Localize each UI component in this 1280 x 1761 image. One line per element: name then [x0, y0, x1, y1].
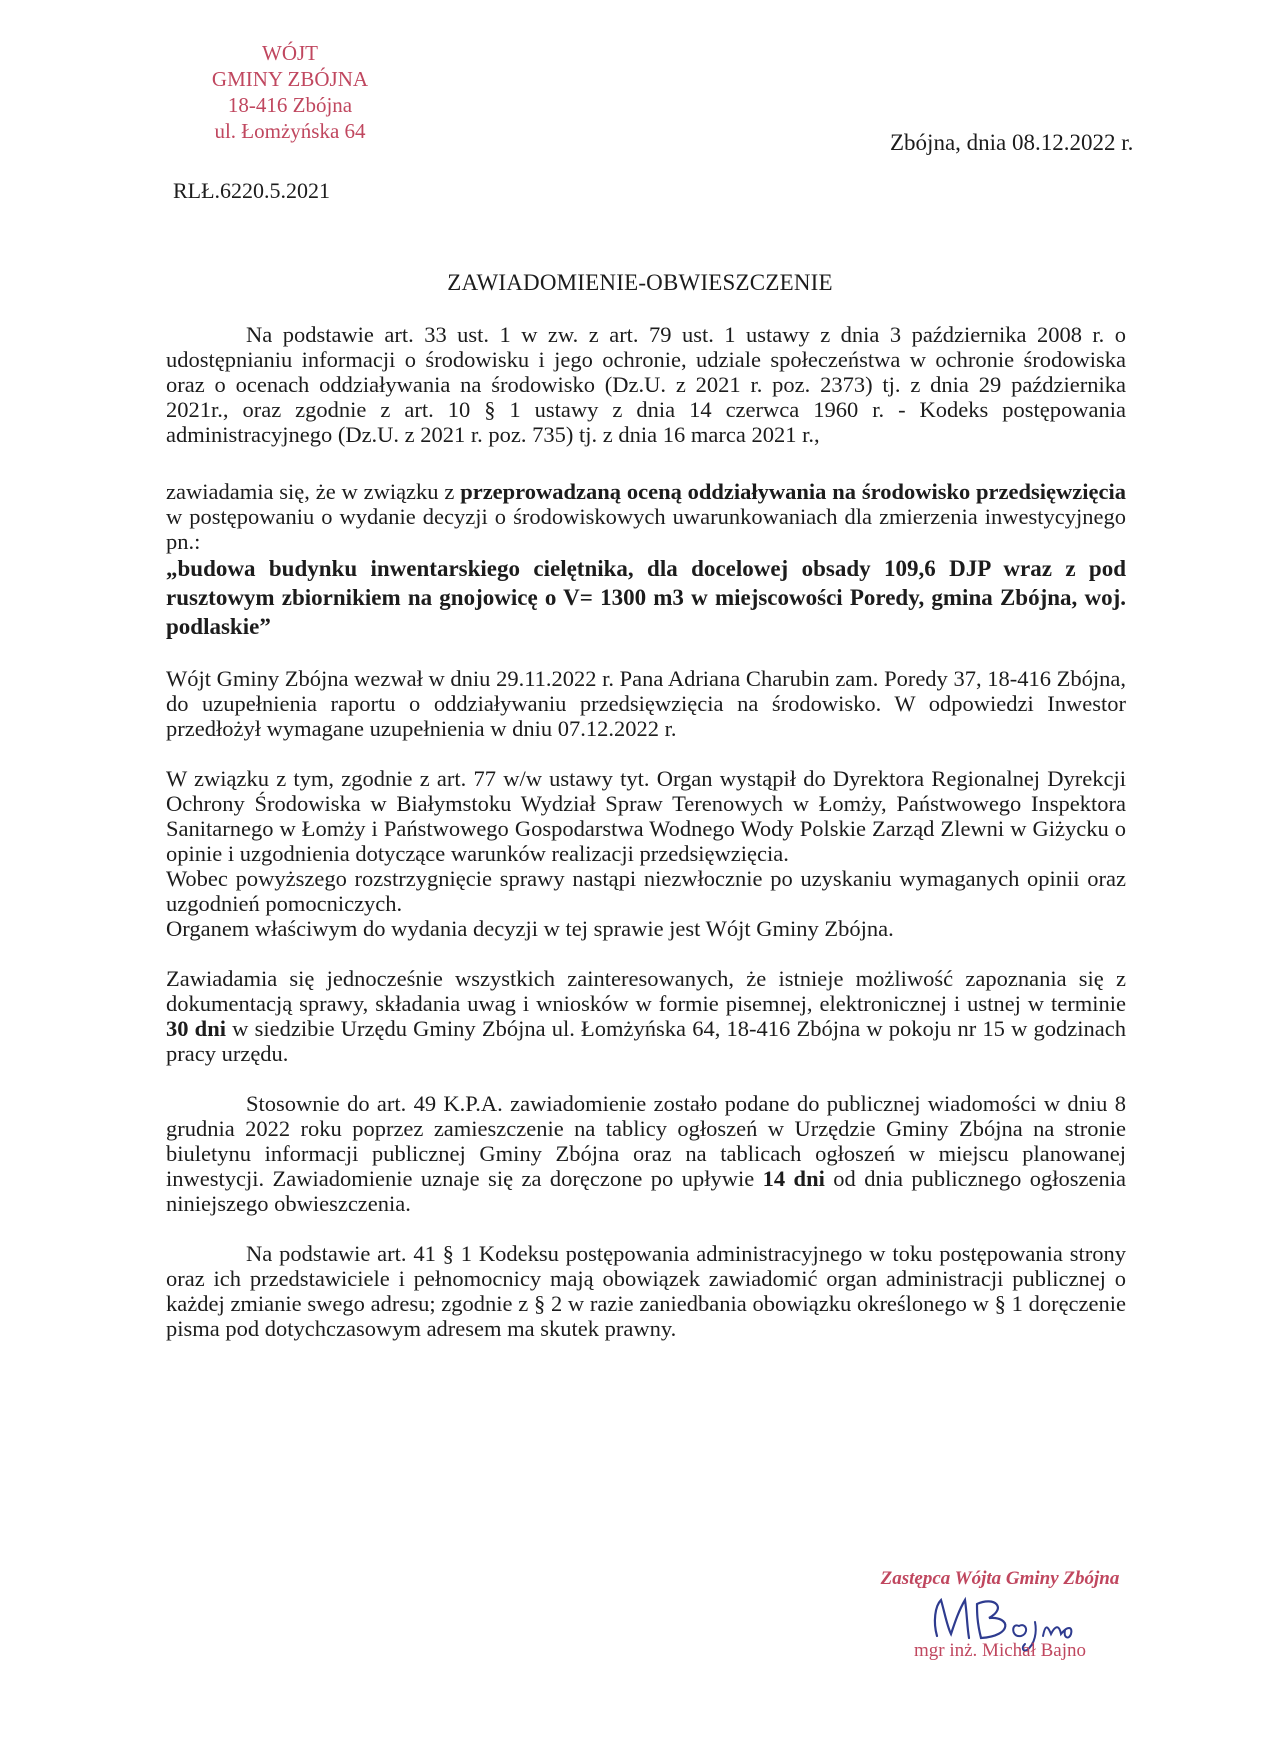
- signature-title: Zastępca Wójta Gminy Zbójna: [880, 1568, 1120, 1589]
- stamp-line-1: WÓJT: [262, 41, 318, 65]
- paragraph-authority: Organem właściwym do wydania decyzji w tej sprawie jest Wójt Gminy Zbójna.: [166, 916, 894, 941]
- paragraph-notification-text: zawiadamia się, że w związku z: [166, 479, 461, 504]
- paragraph-publication: [166, 1091, 1126, 1216]
- paragraph-notification: [166, 479, 1126, 554]
- paragraph-notification-text-end: w postępowaniu o wydanie decyzji o środowiskowych uwarunkowaniach dla zmierzenia inwestycyjnego pn.:: [166, 504, 1126, 554]
- signature-block: [850, 1568, 1150, 1662]
- signatory-name: mgr inż. Michał Bajno: [913, 1640, 1087, 1661]
- paragraph-resolution: Wobec powyższego rozstrzygnięcie sprawy nastąpi niezwłocznie po uzyskaniu wymaganych opinii oraz uzgodnień pomocniczych.: [166, 866, 1126, 916]
- office-stamp: [180, 40, 400, 144]
- deadline-14-days: 14 dni: [762, 1166, 825, 1191]
- paragraph-address-change: Na podstawie art. 41 § 1 Kodeksu postępowania administracyjnego w toku postępowania strony oraz ich przedstawiciele i pełnomocnicy mają obowiązek zawiadomić organ administracji publicznej o każdej zmianie swego adresu; zgodnie z § 2 w razie zaniedbania obowiązku określonego w § 1 doręczenie pisma pod dotychczasowym adresem ma skutek prawny.: [166, 1241, 1126, 1341]
- paragraph-opinions: W związku z tym, zgodnie z art. 77 w/w ustawy tyt. Organ wystąpił do Dyrektora Regionalnej Dyrekcji Ochrony Środowiska w Białymstoku Wydział Spraw Terenowych w Łomży, Państwowego Inspektora Sanitarnego w Łomży i Państwowego Gospodarstwa Wodnego Wody Polskie Zarząd Zlewni w Giżycku o opinie i uzgodnienia dotyczące warunków realizacji przedsięwzięcia.: [166, 766, 1126, 866]
- reference-number: RLŁ.6220.5.2021: [173, 178, 331, 203]
- paragraph-notification-emphasis: przeprowadzaną oceną oddziaływania na środowisko przedsięwzięcia: [460, 479, 1126, 504]
- stamp-line-2: GMINY ZBÓJNA: [211, 67, 369, 91]
- document-title: ZAWIADOMIENIE-OBWIESZCZENIE: [447, 270, 833, 295]
- stamp-line-4: ul. Łomżyńska 64: [214, 119, 366, 143]
- paragraph-summons: Wójt Gminy Zbójna wezwał w dniu 29.11.2022 r. Pana Adriana Charubin zam. Poredy 37, 18-416 Zbójna, do uzupełnienia raportu o oddziaływaniu przedsięwzięcia na środowisko. W odpowiedzi Inwestor przedłożył wymagane uzupełnienia w dniu 07.12.2022 r.: [166, 666, 1126, 741]
- deadline-30-days: 30 dni: [166, 1016, 226, 1041]
- paragraph-publication-text: Stosownie do art. 49 K.P.A. zawiadomienie zostało podane do publicznej wiadomości w dniu 8 grudnia 2022 roku poprzez zamieszczenie na tablicy ogłoszeń w Urzędzie Gminy Zbójna na stronie biuletynu informacji publicznej Gminy Zbójna oraz na tablicach ogłoszeń w miejscu planowanej inwestycji. Zawiadomienie uznaje się za doręczone po upływie: [166, 1091, 1126, 1191]
- paragraph-documentation-text: Zawiadamia się jednocześnie wszystkich zainteresowanych, że istnieje możliwość zapoznania się z dokumentacją sprawy, składania uwag i wniosków w formie pisemnej, elektronicznej i ustnej w terminie: [166, 966, 1126, 1016]
- project-name: „budowa budynku inwentarskiego cielętnika, dla docelowej obsady 109,6 DJP wraz z pod rusztowym zbiornikiem na gnojowicę o V= 1300 m3 w miejscowości Poredy, gmina Zbójna, woj. podlaskie”: [166, 556, 1126, 639]
- stamp-line-3: 18-416 Zbójna: [227, 93, 353, 117]
- paragraph-publication-text-end: od dnia publicznego ogłoszenia niniejszego obwieszczenia.: [166, 1166, 1126, 1216]
- document-body: [166, 322, 1126, 1341]
- paragraph-documentation: [166, 966, 1126, 1066]
- document-date: Zbójna, dnia 08.12.2022 r.: [890, 130, 1134, 155]
- paragraph-legal-basis: Na podstawie art. 33 ust. 1 w zw. z art. 79 ust. 1 ustawy z dnia 3 października 2008 r. o udostępnianiu informacji o środowisku i jego ochronie, udziale społeczeństwa w ochronie środowiska oraz o ocenach oddziaływania na środowisko (Dz.U. z 2021 r. poz. 2373) tj. z dnia 29 października 2021r., oraz zgodnie z art. 10 § 1 ustawy z dnia 14 czerwca 1960 r. - Kodeks postępowania administracyjnego (Dz.U. z 2021 r. poz. 735) tj. z dnia 16 marca 2021 r.,: [166, 322, 1126, 447]
- paragraph-documentation-text-end: w siedzibie Urzędu Gminy Zbójna ul. Łomżyńska 64, 18-416 Zbójna w pokoju nr 15 w godzinach pracy urzędu.: [166, 1016, 1126, 1066]
